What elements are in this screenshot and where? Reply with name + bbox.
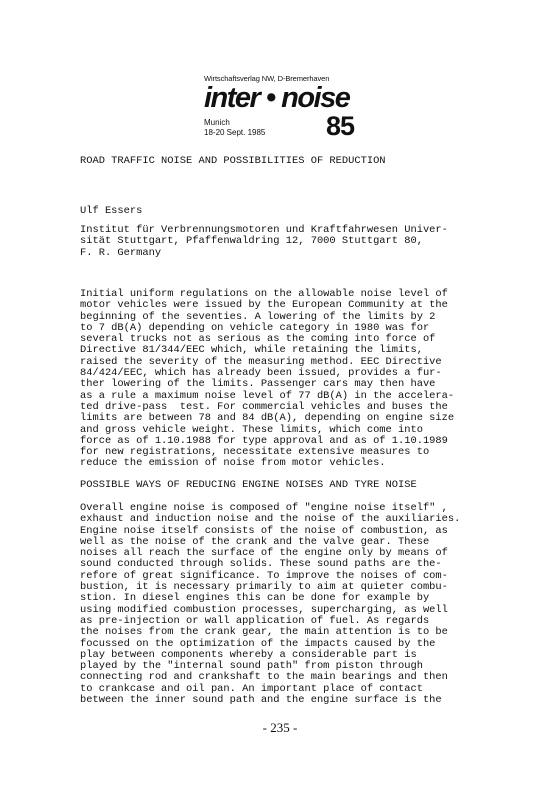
abstract-paragraph: Initial uniform regulations on the allowable noise level of motor vehicles were issued by the European Community at the beginning of the seventies. A lowering of the limits by 2 to 7 dB(A) depending on vehicle category in 1980 was for several trucks not as serious as the coming into force of Directive 81/344/EEC which, while retaining the limits, raised the severity of the measuring method. EEC Directive 84/424/EEC, which has already been issued, provides a fur- ther lowering of the limits. Passenger cars may then have as a rule a maximum noise level of 77 dB(A) in the accelera- ted drive-pass test. For commercial vehicles and buses the limits are between 78 and 84 dB(A), depending on engine size and gross vehicle weight. These limits, which come into force as of 1.10.1988 for type approval and as of 1.10.1989 for new registrations, necessitate extensive measures to reduce the emission of noise from motor vehicles. (80, 288, 455, 470)
conference-dates: 18-20 Sept. 1985 (204, 128, 266, 137)
author-name: Ulf Essers (80, 205, 143, 217)
conference-logo: inter • noise (204, 82, 350, 114)
section-heading: POSSIBLE WAYS OF REDUCING ENGINE NOISES AND TYRE NOISE (80, 479, 417, 491)
conference-city: Munich (204, 118, 230, 127)
conference-year: 85 (326, 111, 355, 141)
conference-masthead (204, 74, 364, 146)
paper-title: ROAD TRAFFIC NOISE AND POSSIBILITIES OF REDUCTION (80, 155, 386, 167)
author-affiliation: Institut für Verbrennungsmotoren und Kraftfahrwesen Univer- sität Stuttgart, Pfaffenwaldring 12, 7000 Stuttgart 80, F. R. Germany (80, 224, 448, 259)
page-number: - 235 - (262, 720, 298, 735)
publisher-line: Wirtschaftsverlag NW, D-Bremerhaven (204, 74, 330, 83)
body-paragraph: Overall engine noise is composed of "engine noise itself" , exhaust and induction noise and the noise of the auxiliaries. Engine noise itself consists of the noise of combustion, as well as the noise of the crank and the valve gear. These noises all reach the surface of the engine only by means of sound conducted through solids. These sound paths are the- refore of great significance. To improve the noises of com- bustion, it is necessary primarily to aim at quieter combu- stion. In diesel engines this can be done for example by using modified combustion processes, supercharging, as well as pre-injection or wall application of fuel. As regards the noises from the crank gear, the main attention is to be focussed on the optimization of the impacts caused by the play between components whereby a considerable part is played by the "internal sound path" from piston through connecting rod and crankshaft to the main bearings and then to crankcase and oil pan. An important place of contact between the inner sound path and the engine surface is the (80, 502, 461, 707)
